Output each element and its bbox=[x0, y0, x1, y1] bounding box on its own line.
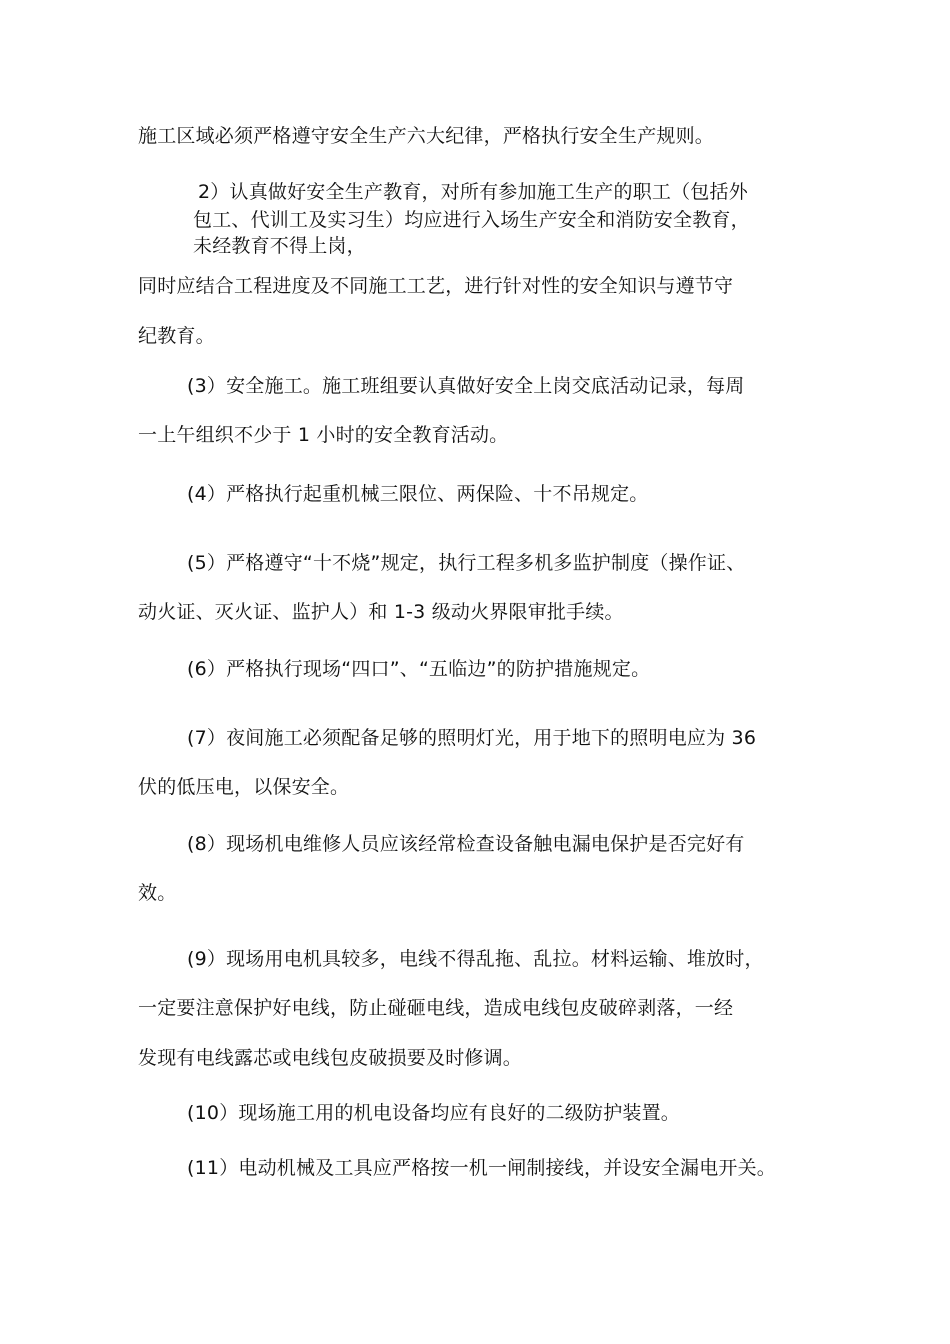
text-line: 伏的低压电，以保安全。 bbox=[138, 776, 350, 798]
text-line: (9）现场用电机具较多，电线不得乱拖、乱拉。材料运输、堆放时， bbox=[187, 948, 764, 970]
text-line: 同时应结合工程进度及不同施工工艺，进行针对性的安全知识与遵节守 bbox=[138, 275, 734, 297]
text-line: 动火证、灭火证、监护人）和 1-3 级动火界限审批手续。 bbox=[138, 601, 624, 623]
text-line: 效。 bbox=[138, 882, 177, 904]
text-line: (5）严格遵守“十不烧”规定，执行工程多机多监护制度（操作证、 bbox=[187, 552, 746, 574]
text-line: 包工、代训工及实习生）均应进行入场生产安全和消防安全教育， bbox=[193, 209, 750, 231]
text-line: 未经教育不得上岗， bbox=[193, 235, 366, 257]
text-line: 一上午组织不少于 1 小时的安全教育活动。 bbox=[138, 424, 509, 446]
text-line: (7）夜间施工必须配备足够的照明灯光，用于地下的照明电应为 36 bbox=[187, 727, 757, 749]
text-line: 2）认真做好安全生产教育，对所有参加施工生产的职工（包括外 bbox=[198, 181, 748, 203]
text-line: (11）电动机械及工具应严格按一机一闸制接线，并设安全漏电开关。 bbox=[187, 1157, 776, 1179]
text-line: 一定要注意保护好电线，防止碰砸电线，造成电线包皮破碎剥落，一经 bbox=[138, 997, 734, 1019]
text-line: (8）现场机电维修人员应该经常检查设备触电漏电保护是否完好有 bbox=[187, 833, 745, 855]
text-line: (10）现场施工用的机电设备均应有良好的二级防护装置。 bbox=[187, 1102, 680, 1124]
text-line: 纪教育。 bbox=[138, 325, 215, 347]
text-line: (3）安全施工。施工班组要认真做好安全上岗交底活动记录，每周 bbox=[187, 375, 745, 397]
text-line: (4）严格执行起重机械三限位、两保险、十不吊规定。 bbox=[187, 483, 649, 505]
text-line: 施工区域必须严格遵守安全生产六大纪律，严格执行安全生产规则。 bbox=[138, 125, 715, 147]
text-line: 发现有电线露芯或电线包皮破损要及时修调。 bbox=[138, 1047, 523, 1069]
text-line: (6）严格执行现场“四口”、“五临边”的防护措施规定。 bbox=[187, 658, 651, 680]
